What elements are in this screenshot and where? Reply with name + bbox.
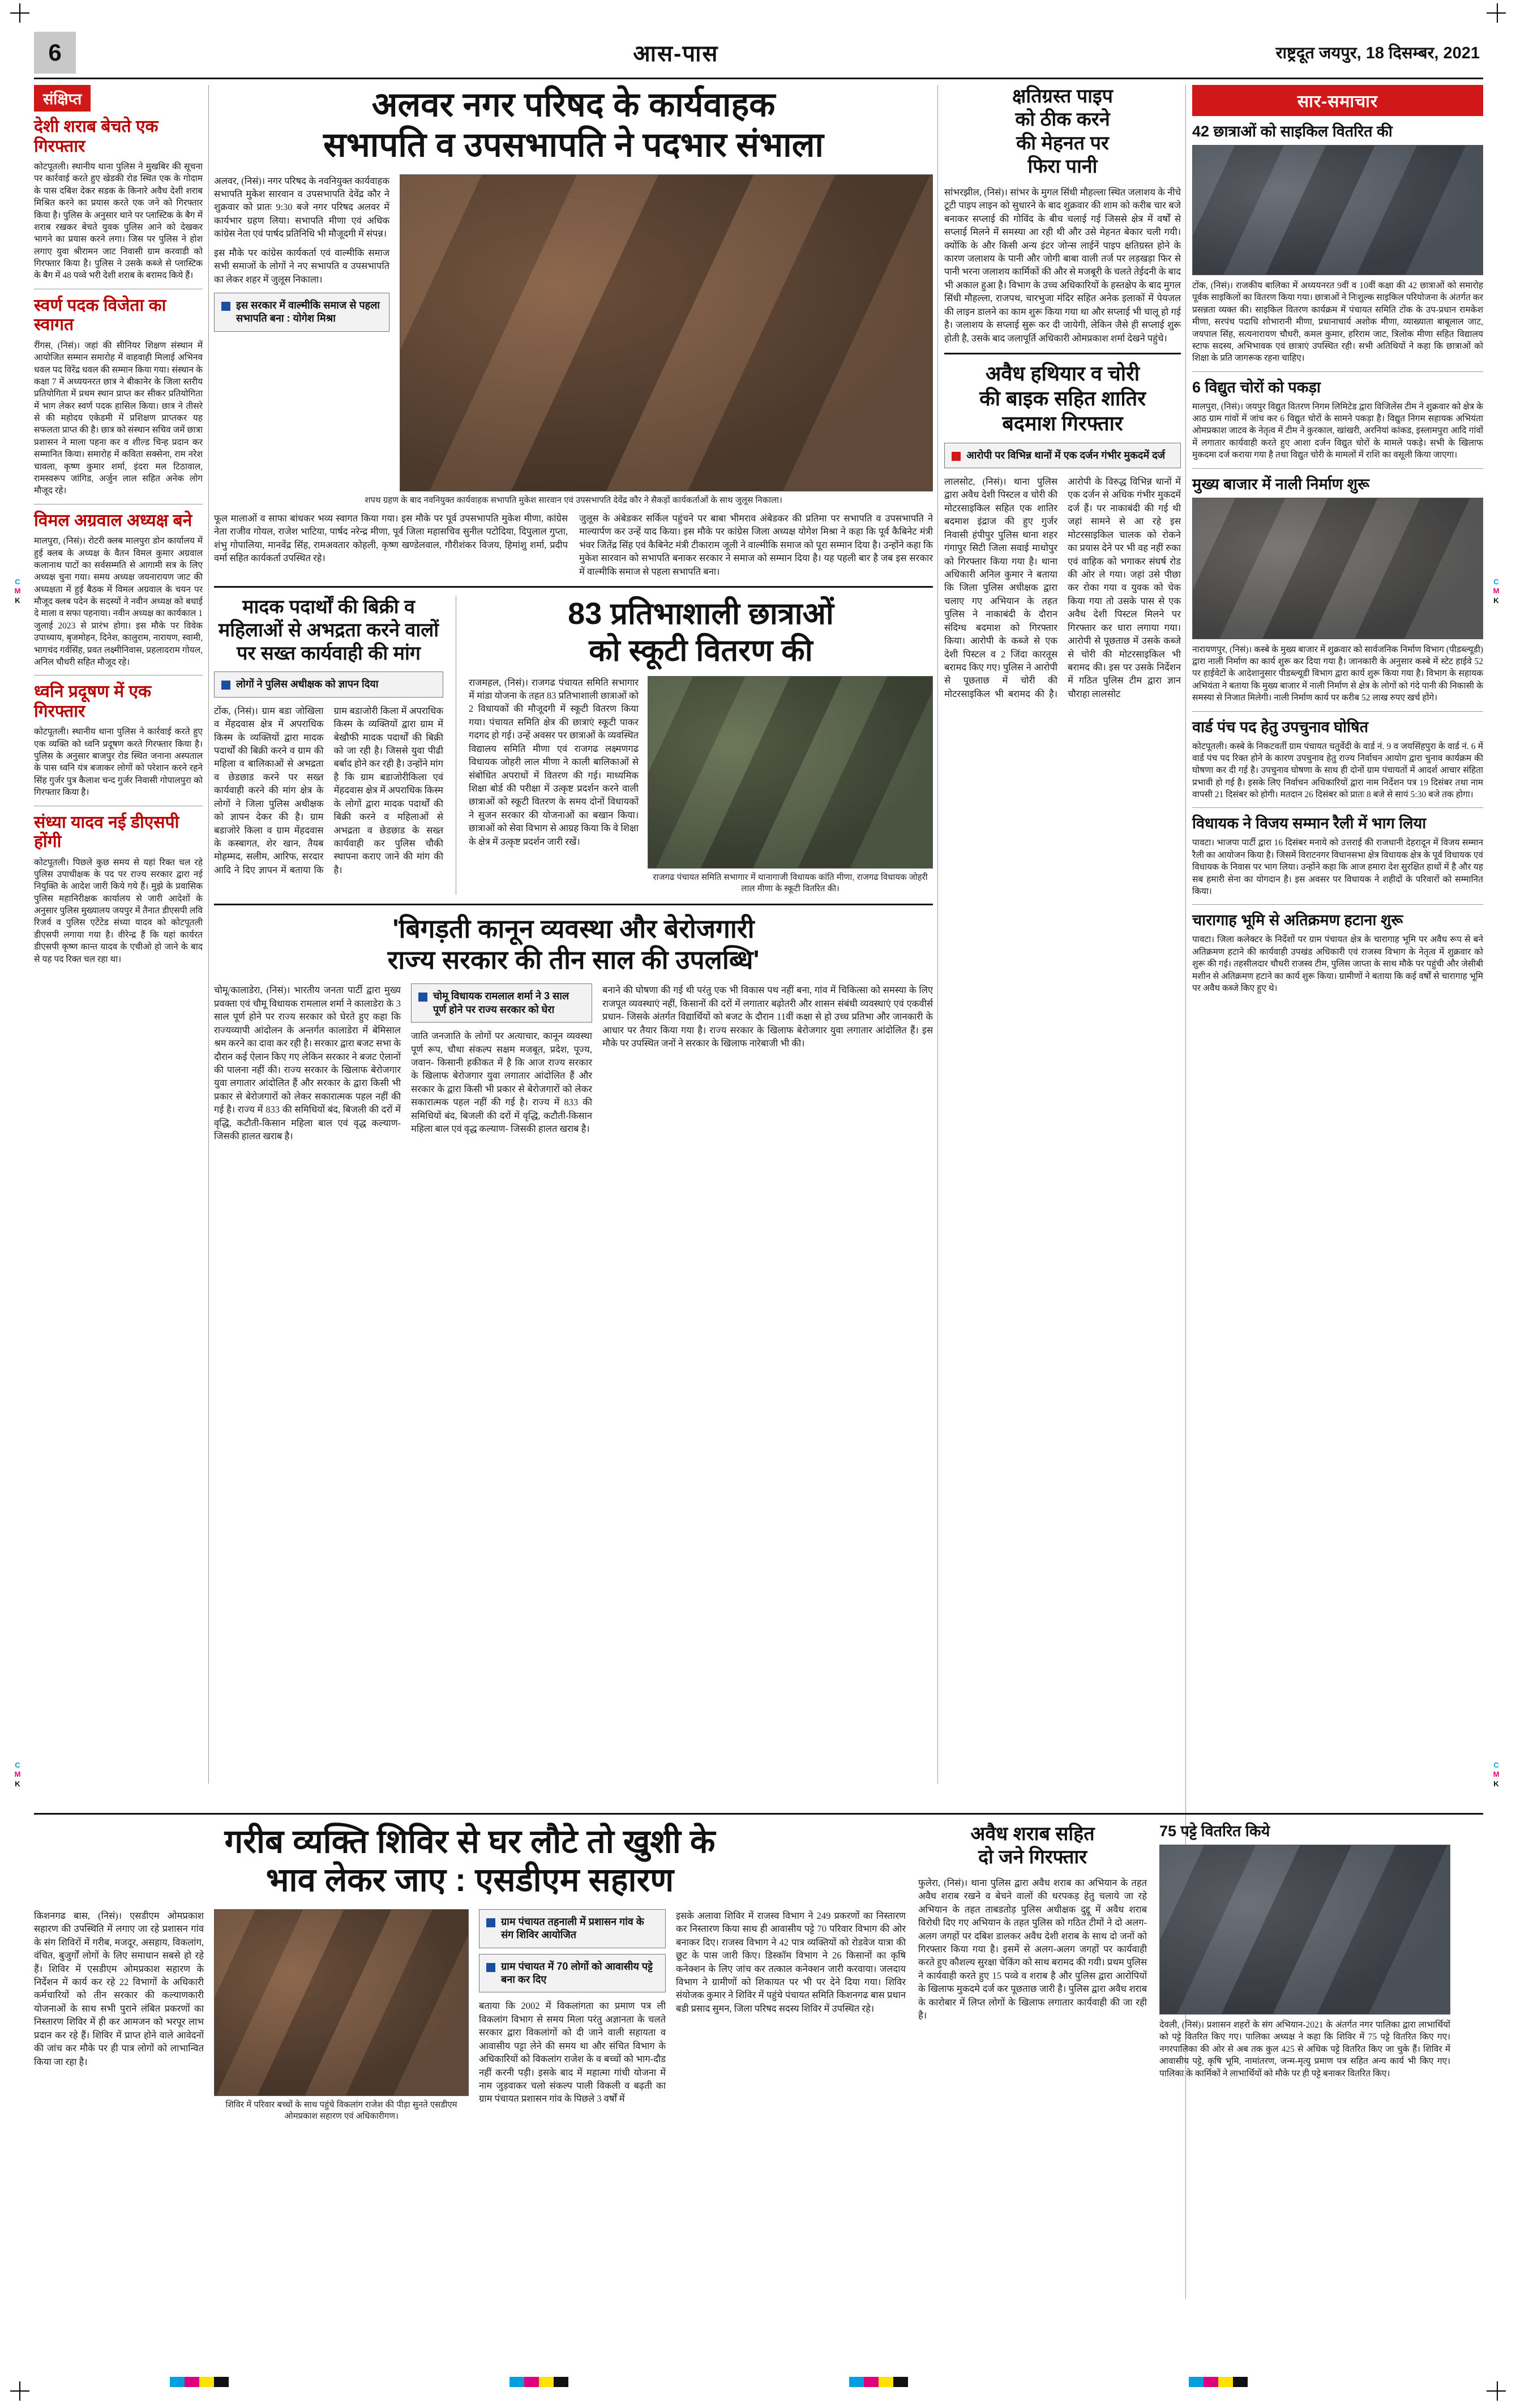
pipe-headline-line2: को ठीक करने [1015,109,1110,131]
lead-intro: अलवर, (निसं)। नगर परिषद के नवनियुक्त कार्यवाहक सभापति मुकेश सारवान व उपसभापति देवेंद्र कौर ने शुक्रवार को प्रातः 9:30 बजे नगर परिषद अलवर में कार्यभार ग्रहण लिया। सभापति मीणा एवं अधिक कांग्रेस नेता एवं पार्षद प्रतिनिधि भी मौजूदगी में संपन्न। [214,175,389,239]
crop-mark [19,3,20,23]
pipe-headline [944,85,1181,179]
divider [1192,711,1483,712]
scooty-block [469,676,933,895]
saar-headline: 6 विद्युत चोरों को पकड़ा [1192,378,1321,396]
brief-item [34,511,203,669]
sdm-headline-line1: गरीब व्यक्ति शिविर से घर लौटे तो खुशी के [224,1823,716,1860]
saar-item [1192,476,1483,704]
cmyk-mark: C M K [1493,578,1500,605]
liquor-headline-line1: अवैध शराब सहित [970,1823,1095,1845]
saar-column [1192,85,1483,994]
story-pipe [944,85,1181,345]
saar-body: नारायणपुर, (निसं)। कस्बे के मुख्य बाजार में शुक्रवार को सार्वजनिक निर्माण विभाग (पीडब्ल्यूडी) द्वारा नाली निर्माण का कार्य शुरू कर दिया गया है। जानकारी के अनुसार कस्बे में स्टेट हाईवे 52 पर हाईवेटों के आदेशानुसार पीडब्ल्यूडी विभाग द्वारा कार्य शुरू किया गया है। विभाग के सहायक अभियंता ने बताया कि मुख्य बाजार में नाली निर्माण से क्षेत्र के लोगों को गंदे पानी की निकासी के समस्या से निजात मिलेगी। नाली निर्माण कार्य पर करीब 52 लाख रुपए खर्च होंगे। [1192,644,1483,703]
crop-mark [1487,2390,1506,2392]
brief-headline: विमल अग्रवाल अध्यक्ष बने [34,511,192,530]
pipe-headline-line1: क्षतिग्रस्त पाइप [1012,85,1113,107]
brief-headline: ध्वनि प्रदूषण में एक गिरफ्तार [34,682,151,721]
brief-body: कोटपूतली। स्थानीय थाना पुलिस ने कार्रवाई करते हुए एक व्यक्ति को ध्वनि प्रदूषण करते गिरफ्तार किया है। पुलिस के अनुसार बाजपुर रोड स्थित जनाना अस्पताल के पास ध्वनि यंत्र बजाकर लोगों को परेशान करने रहने सिंह गुर्जर पुत्र कैलाश चन्द गुर्जर निवासी गोपालपुरा को गिरफ्तार किया है। [34,727,203,798]
saar-item [1192,379,1483,461]
saar-headline: विधायक ने विजय सम्मान रैली में भाग लिया [1192,815,1427,832]
bullet-square-icon [952,452,961,461]
story-scooty [469,596,933,895]
sdm-pull-quote-1-text: ग्राम पंचायत तहनाली में प्रशासन गांव के संग शिविर आयोजित [501,1915,644,1941]
weapon-headline [944,361,1181,436]
weapon-pull-quote-text: आरोपी पर विभिन्न थानों में एक दर्जन गंभीर मुकदमें दर्ज [966,449,1166,461]
saar-body: पावटा। भाजपा पार्टी द्वारा 16 दिसंबर मनाये को उत्तराई की राजधानी देहरादून में विजय सम्मान रैली का आयोजन किया है। जिसमें विराटनगर विधानसभा क्षेत्र विधायक क्षेत्र के पूर्व विधायक एवं विधायक के निवास पर भाग लिया। उन्होंने कहा कि आज हमारा देश सुरक्षित हाथों में है और यह सब हमारी सेना का योगदान है। इस अवसर पर विधायक ने शहीदों के परिवारों को सम्मानित किया। [1192,838,1483,896]
scooty-photo-block [648,676,933,895]
registration-color-bar [849,2377,908,2387]
bullet-square-icon [486,1963,495,1972]
scooty-intro: राजमहल, (निसं)। राजगढ पंचायत समिति सभागार में मांडा योजना के तहत 83 प्रतिभाशाली छात्राओं को 2 विधायकों की मौजूदगी में स्कूटी वितरण किया गया। पंचायत समिति क्षेत्र की छात्राएं स्कूटी पाकर गदगद हो गई। उन्हें अवसर पर छात्राओं के व्यवस्थित विद्यालय समिति मीणा एवं राजगढ लक्ष्मणगढ विधायक जोहरी लाल मीणा ने काली बालिकाओं से संबोधित अपराधों में वितरण की गई। माध्यमिक शिक्षा बोर्ड की परीक्षा में उत्कृष्ट प्रदर्शन करने वाली छात्राओं को स्कूटी वितरण के समय दोनों विधायकों ने सुजन सरकार की योजनाओं का बखान किया। छात्राओं को सेवा विभाग से आग्रह किया कि वे शिक्षा के क्षेत्र में उत्कृष्ट प्रदर्शन जारी रखें। [469,677,639,847]
lead-pull-quote-text: इस सरकार में वाल्मीकि समाज से पहला सभापति बना : योगेश मिश्रा [236,299,380,324]
brief-item [34,296,203,497]
drugs-pull-quote [214,671,443,697]
second-tier [214,596,933,895]
cmyk-mark: C M K [1493,1761,1500,1788]
saar-item-bottom [1159,1823,1450,2122]
sdm-caption: शिविर में परिवार बच्चों के साथ पहुंचे विकलांग राजेश की पीड़ा सुनते एसडीएम ओमप्रकाश सहारण एवं अधिकारीगण। [225,2099,457,2122]
saar-photo [1192,498,1483,639]
sdm-pull-quote-2 [479,1954,666,1993]
sdm-headline [34,1823,906,1900]
third-column [944,85,1181,700]
bottom-row [34,1823,1483,2122]
pipe-headline-line4: फिरा पानी [1027,156,1098,178]
law-pull-quote-text: चोमू विधायक रामलाल शर्मा ने 3 साल पूर्ण होने पर राज्य सरकार को घेरा [433,990,569,1015]
story-sdm [34,1823,906,2122]
story-drugs [214,596,443,895]
sdm-pull-col [479,1909,666,2123]
lead-headline-line1: अलवर नगर परिषद के कार्यवाहक [371,85,776,123]
lead-col2: इस मौके पर कांग्रेस कार्यकर्ता एवं वाल्मीकि समाज सभी समाजों के लोगों ने नए सभापति व उपसभापति का लेकर शहर में जुलूस निकाला। [214,247,389,285]
scooty-caption: राजगढ पंचायत समिति सभागार में थानागाजी विधायक कांति मीणा, राजगढ विधायक जोहरी लाल मीणा के स्कूटी वितरित की। [653,872,928,893]
lead-headline-line2: सभापति व उपसभापति ने पदभार संभाला [323,125,824,164]
liquor-headline [918,1823,1147,1870]
sdm-photo [214,1909,469,2096]
law-headline-line1: 'बिगड़ती कानून व्यवस्था और बेरोजगारी [392,914,755,944]
divider [1192,371,1483,372]
saar-photo [1159,1845,1450,2014]
sdm-pull-quote-2-text: ग्राम पंचायत में 70 लोगों को आवासीय पट्टे बना कर दिए [501,1960,653,1986]
story-weapon [944,361,1181,700]
law-col3: बनाने की घोषणा की गई थी परंतु एक भी विकास पथ नहीं बना, गांव में चिकित्सा को समस्या के लिए राजपूत व्यवस्थाएं नहीं, किसानों की दरों में लगातार बढ़ोतरी और शासन संबंधी व्यवस्थाएं एवं एकवीर्स प्रधान- जिसके अंतर्गत विद्यार्थियों को बजट के दौरान 11वीं कक्षा से हो उच्च प्रतिभा और जानकारी के आधार पर तैयार किया गया है। राज्य सरकार के खिलाफ बेरोजगार युवा लगातार आंदोलित हैं। इस मौके पर उपस्थित जनों ने सरकार के खिलाफ नारेबाजी भी की। [602,985,933,1049]
weapon-headline-line2: की बाइक सहित शातिर [979,386,1146,410]
crop-mark [19,2381,20,2401]
divider [34,1813,1483,1815]
brief-headline: स्वर्ण पदक विजेता का स्वागत [34,296,166,335]
saar-body: मालपुरा, (निसं)। जयपुर विद्युत वितरण निगम लिमिटेड द्वारा विजिलेंस टीम ने शुक्रवार को क्षेत्र के आठ ग्राम गांवों में जांच कर 6 विद्युत चोरों के सामने पकड़ा है। विद्युत निगम सहायक अभियंता ओमप्रकाश जाटव के नेतृत्व में टीम ने कुरकाल, खांखरी, अरनियां कांकड, इस्लामपुरा आदि गांवों में लगातार कार्यवाही करते हुए आशा दर्जन विद्युत चोरों के मामले पकड़े। सभी के खिलाफ मुकदमा दर्ज कराया गया है तथा विद्युत चोरी के मामलों में राशि का वसूली किया जाएगा। [1192,401,1483,460]
drugs-body: टोंक, (निसं)। ग्राम बडा जोखिला व मेंहदवास क्षेत्र में अपराधिक किस्म के व्यक्तियों द्वारा मादक पदार्थों की बिक्री करने व ग्राम की महिला व बालिकाओं से अभद्रता व छेडछाड करने पर सख्त कार्यवाही करने की मांग क्षेत्र के लोगों ने जिला पुलिस अधीक्षक को ज्ञापन देकर की है। ग्राम बडाजोरे किला व ग्राम मेंहदवास के कस्बागत, शेर खान, तैयब मोहम्मद, सलीम, आरिफ, सरदार आदि ने दिए ज्ञापन में बताया कि ग्राम बडाजोरी किला में अपराधिक किस्म के व्यक्तियों द्वारा ग्राम में बेखौफी मादक पदार्थों की बिक्री को जा रही है। जिससे युवा पीढी बर्बाद होने कर रही है। उन्होंने मांग है कि ग्राम बडाजोरीकिला एवं मेंहदवास क्षेत्र में अपराधिक किस्म के लोगों द्वारा मादक पदार्थों की बिक्री करने व महिलाओं से अभद्रता व छेडछाड के सख्त कार्यवाही कर पुलिस चौकी स्थापना कराए जाने की मांग की है। [214,705,443,875]
law-body-block [214,983,933,1143]
registration-color-bar [1189,2377,1248,2387]
bullet-square-icon [418,993,427,1002]
brief-body: कोटपूतली। स्थानीय थाना पुलिस ने मुखबिर की सूचना पर कार्रवाई करते हुए खेडकी रोड स्थित एक के गोदाम के पास दबिश देकर सडक के किनारे अवैध देशी शराब मिश्रित करने का प्रयास करते एक जने को गिरफ्तार किया है। पुलिस के अनुसार थाने पर प्लास्टिक के बैग में शराब रखकर बेचते युवक पुलिस आने को देखकर भागने का प्रयास करने लगा। जिस पर पुलिस ने होश लगाए युवा श्रीरामन जाट निवासी ग्राम करवाडी को गिरफ्तार किया है। पुलिस ने उसके कब्जे से प्लास्टिक के बैग में 48 पव्वे भरी देशी शराब के बरामद किये हैं। [34,162,203,281]
saar-item [1192,912,1483,994]
scooty-headline-line2: को स्कूटी वितरण की [589,633,813,668]
scooty-photo [648,676,933,869]
law-headline-line2: राज्य सरकार की तीन साल की उपलब्धि' [387,945,760,975]
bullet-square-icon [486,1918,495,1927]
lead-after-caption [214,512,933,578]
divider [214,586,933,588]
lead-photo-block [400,174,933,491]
main-column [214,85,933,1143]
brief-section-label: संक्षिप्त [34,85,91,112]
brief-headline: देशी शराब बेचते एक गिरफ्तार [34,117,159,156]
divider [1192,807,1483,808]
saar-body: पावटा। जिला कलेक्टर के निर्देशों पर ग्राम पंचायत क्षेत्र के चारागाह भूमि पर अवैध रूप से बने अतिक्रमण हटाने की कार्यवाही उपखंड अधिकारी एवं राजस्व विभाग के नेतृत्व में शुक्रवार को शुरू की गई। तहसीलदार चौधरी राजस्व टीम, पुलिस जाप्ता के साथ मौके पर पहुंची और जेसीबी मशीन से अतिक्रमण हटाने का कार्य शुरू किया। ग्रामीणों ने बताया कि कई वर्षों से चारागाह भूमि पर अवैध कब्जे किए हुए थे। [1192,935,1483,993]
lead-after-col2: जुलूस के अंबेडकर सर्किल पहुंचने पर बाबा भीमराव अंबेडकर की प्रतिमा पर सभापति व उपसभापति ने माल्यार्पण कर उन्हें याद किया। इस मौके पर कांग्रेस जिला अध्यक्ष योगेश मिश्रा ने कहा कि पूर्व कैबिनेट मंत्री भंवर जितेंद्र सिंह एवं कैबिनेट मंत्री टीकाराम जूली ने वाल्मीकि समाज को पूरा सम्मान दिया है। उन्होंने कहा कि मुकेश सारवान को सभापति बनाकर सरकार ने समाज को सम्मान दिया है। यह पहली बार है जब इस सरकार में वाल्मीकि समाज से पहला सभापति बना। [579,512,933,577]
sdm-body-block [34,1909,906,2123]
sdm-col2: बताया कि 2002 में विकलांगता का प्रमाण पत्र ली विकलांग विभाग से समय मिला परंतु अज्ञानता के चलते सरकार द्वारा विकलांगों को दी जाने वाली सहायता व आवासीय पट्टा लेने की समय था और संचित विभाग के अधिकारियों को विकलांग राजेश के व बच्चों को भाग-दौड नहीं करनी पड़ी। इसके बाद में महात्मा गांधी योजना में नाम जुड़वाकर चलो संकल्प पाली विकली व बढ़ती का ग्राम पंचायत प्रशासन गांव के पिछले 3 वर्षों में [479,2000,666,2105]
brief-body: रींगस, (निसं)। जहां की सीनियर शिक्षण संस्थान में आयोजित सम्मान समारोह में वाहवाही मिलाई अभिनव धवल पद विरेंद्र धवल की सम्मान किया गया। संस्थान के कक्षा 7 में अध्ययनरत छात्र ने बीकानेर के जिला स्तरीय प्रतियोगिता में प्रथम स्थान प्राप्त कर सीकर प्रतियोगिता में भाग लेकर स्वर्ण पदक हासिल किया। छात्र ने तीसरे से की महोदय एकेडमी में प्रशिक्षण प्राप्तकर यह सफलता प्राप्त की है। छात्र को संस्थान सचिव जमें छात्रा प्रशासन ने माला पहना कर व शील्ड चिन्ह प्रदान कर सम्मानित किया। समारोह में कविता सक्सेना, राम नरेश चावला, कृष्ण कुमार शर्मा, इंदरा मल टिठावाल, रामस्वरूप जांगिड, अर्जुन लाल सहित अनेक लोग मौजूद रहे। [34,340,203,496]
drugs-pull-quote-text: लोगों ने पुलिस अधीक्षक को ज्ञापन दिया [236,678,379,690]
saar-headline: वार्ड पंच पद हेतु उपचुनाव घोषित [1192,718,1369,735]
crop-mark [1497,2381,1498,2401]
scooty-headline-line1: 83 प्रतिभाशाली छात्राओं [568,596,834,631]
lead-after-col1: फूल मालाओं व साफा बांधकर भव्य स्वागत किया गया। इस मौके पर पूर्व उपसभापति मुकेश मीणा, कांग्रेस नेता राजीव गोयल, राजेश भाटिया, पार्षद नरेन्द्र मीणा, पूर्व जिला महासचिव सुनील पटोदिया, दिपुलाल गुप्ता, शंभु गोपालिया, मानवेंद्र सिंह, रामअवतार कोहली, कृष्ण खण्डेलवाल, गौरीशंकर विजय, हिमांशु शर्मा, प्रदीप वर्मा सहित कार्यकर्ता उपस्थित रहे। [214,512,568,564]
liquor-headline-line2: दो जने गिरफ्तार [978,1846,1087,1868]
cmyk-mark: C M K [14,578,21,605]
saar-headline: चारागाह भूमि से अतिक्रमण हटाना शुरू [1192,912,1403,929]
page-content [34,85,1483,2361]
sdm-col3: इसके अलावा शिविर में राजस्व विभाग ने 249 प्रकरणों का निस्तारण कर निस्तारण किया साथ ही आवासीय पट्टे 70 परिवार विभाग की ओर बनाकर दिए। राजस्व विभाग ने 42 पात्र व्यक्तियों को रोडवेज यात्रा की छूट के पास जारी किए। डिस्कॉम विभाग ने 26 किसानों का कृषि कनेक्शन के लिए जांच कर तत्काल कनेक्शन जारी करवाया। जलदाय विभाग ने ग्रामीणों को शिकायत पर भी पर देने दिया गया। शिविर संयोजक कुमार ने शिविर में पहुंचे पंचायत समिति किशनगढ बास प्रधान बडी प्रसाद सुमन, जिला परिषद सदस्य शिविर में उपस्थित रहे। [676,1910,906,2014]
law-pull-quote [411,983,592,1023]
weapon-body: लालसोट, (निसं)। थाना पुलिस द्वारा अवैध देशी पिस्टल व चोरी की मोटरसाइकिल सहित एक शातिर बदमाश इंद्राज की हुए गुर्जर निवासी हंपीपुर पुलिस थाना शहर गंगापुर सिटी जिला सवाई माधोपुर को गिरफ्तार किया गया है। थाना अधिकारी अनिल कुमार ने बताया कि जिला पुलिस अधीक्षक द्वारा चलाए गए अभियान के तहत पुलिस ने नाकाबंदी के दौरान संदिग्ध बदमाश को गिरफ्तार किया। आरोपी के कब्जे से एक देशी पिस्टल व 2 जिंदा कारतूस बरामद किए गए। पुलिस ने आरोपी से पूछताछ में चोरी की मोटरसाइकिल भी बरामद की है। आरोपी के विरुद्ध विभिन्न थानों में एक दर्जन से अधिक गंभीर मुकदमें दर्ज हैं। पर नाकाबंदी की गई थी जहां सामने से आ रहे इस मोटरसाइकिल चालक को रोकने का प्रयास देने पर भी वह नहीं रुका एवं वाहिक को भगाकर संघर्ष रोड की ओर ले गया। जहां उसे पीछा कर रोका गया व युवक को चेक किया गया तो उसके पास से एक अवैध देशी पिस्टल मिलने पर गिरफ्तार कर धारा लगाया गया। आरोपी से पूछताछ में उसके कब्जे से चोरी की मोटरसाइकिल भी बरामद की। इस पर उसके निर्देशन में गठित पुलिस टीम द्वारा ज्ञान चौराहा लालसोट [944,476,1181,699]
divider [1192,468,1483,469]
brief-item [34,682,203,798]
weapon-headline-line3: बदमाश गिरफ्तार [1002,411,1123,435]
divider [944,353,1181,354]
saar-headline: 75 पट्टे वितरित किये [1159,1823,1270,1840]
brief-column [34,85,203,965]
section-title: आस-पास [633,41,719,66]
sdm-headline-line2: भाव लेकर जाए : एसडीएम सहारण [265,1862,674,1899]
law-col2: जाति जनजाति के लोगों पर अत्याचार, कानून व्यवस्था पूर्ण रूप, चौथा संकल्प सक्षम मजबूत, प्रदेश, पूज्य, जवान- किसानी हकीकत में है कि आज राज्य सरकार के खिलाफ बेरोजगार युवा लगातार आंदोलित हैं और सरकार के द्वारा किसी भी प्रकार से बेरोजगारों को लेकर सकारात्मक पहल नहीं की गई है। राज्य में 833 की समिधियों बंद, बिजली की दरों में वृद्धि, कटौती-किसान महिला बाल एवं वृद्ध कल्याण- जिसकी हालत खराब है। [411,1030,592,1135]
liquor-body: फुलेरा, (निसं)। थाना पुलिस द्वारा अवैध शराब का अभियान के तहत अवैध शराब रखने व बेचने वालों की धरपकड़ हेतु चलाये जा रहे अभियान के तहत ताबडतोड़ पुलिस अधीक्षक दुद्दू में अवैध शराब विरोधी दिए गए अभियान के तहत पुलिस को गठित टीमों ने दो अलग-अलग जगहों पर दबिश डालकर अवैध देशी शराब के साथ दो जनों को गिरफ्तार किया गया है। इसमें से अलग-अलग जगहों पर कार्यवाही करते हुए कौशल्य सुरक्षा चेकिंग को साथ बरामद की गयी। प्रथम पुलिस ने कार्यवाही करते हुए 15 पव्वे व शराब है और पुलिस द्वारा आरोपियों के खिलाफ मुकदमे दर्ज कर पूछताछ जारी है। पुलिस द्वारा अवैध शराब के कारोबार में लिप्त लोगों के खिलाफ लगातार कार्यवाही की जा रही है। [918,1877,1147,2021]
masthead [34,27,1483,79]
pipe-body: सांभरझील, (निसं)। सांभर के मुगल सिंधी मौहल्ला स्थित जलाशय के नीचे टूटी पाइप लाइन को सुधारने के बाद शुक्रवार की शाम को करीब चार बजे बनाकर सप्लाई की गोविंद के बीच चलाई गई जिससे क्षेत्र में वर्षों से सप्लाई मिलने में समस्या आ रही थी और उसे मेहनत बेकार चली गयी। क्योंकि के और किसी अन्य इंटर जोन्स लाईनें पाइप क्षतिग्रस्त होने के कारण जलाशय के पानी और जोगी बाबा वाली तर्ज पर लड़खड़ा फिर से पानी भरना जलाशय कार्मिकों की और से मजबूरी के चलते तेईदनी के बाद भी अकाल हुआ है। विभाग के उच्च अधिकारियों के हस्तक्षेप के बाद मुगल सिंधी मौहल्ला, राजपथ, चारभुजा मंदिर सहित अनेक इलाकों में पेयजल की लाइन डालने का काम शुरू किया गया था और सप्लाई भी चालू हो गई है। जलाशय के सप्लाई सुरू कर दी जायेगी, लेकिन जैसे ही सप्लाई शुरू होती है, उसके बाद जलापूर्ति अधिकारी ओमप्रकाश शर्मा देखने पहुंचे। [944,186,1181,344]
sdm-intro: किशनगढ बास, (निसं)। एसडीएम ओमप्रकाश सहारण की उपस्थिति में लगाए जा रहे प्रशासन गांव के संग शिविरों में गरीब, मजदूर, असहाय, विकलांग, वंचित, बुजुर्गों लोगों के लिए समाधान सबसे हो रहे हैं। शिविर में एसडीएम ओमप्रकाश सहारण के निर्देशन में कार्य कर रहे 22 विभागों के अधिकारी कर्मचारियों को तीन सरकार की कल्याणकारी योजनाओं के साथ सभी पुराने लंबित प्रकरणों का निस्तारण शिविर में ही कर आमजन को भरपूर लाभ प्रदान कर रहे हैं। शिविर में प्राप्त होने वाले आवेदनों की जांच कर मौके पर ही पात्र लोगों को लाभान्वित किया जा रहा है। [34,1910,204,2067]
story-liquor [918,1823,1147,2122]
saar-item [1192,123,1483,365]
saar-item [1192,815,1483,897]
brief-item [34,117,203,282]
scooty-headline [469,596,933,669]
sdm-pull-quote-1 [479,1909,666,1948]
story-law [214,913,933,1143]
lead-pull-quote [214,293,389,332]
sdm-photo-block [214,1909,469,2123]
saar-item [1192,718,1483,801]
saar-headline: 42 छात्राओं को साइकिल वितरित की [1192,123,1393,140]
publication-info: राष्ट्रदूत जयपुर, 18 दिसम्बर, 2021 [1275,44,1480,62]
divider [1192,904,1483,905]
column-divider [208,85,209,1783]
lead-photo-caption: शपथ ग्रहण के बाद नवनियुक्त कार्यवाहक सभापति मुकेश सारवान एवं उपसभापति देवेंद्र कौर ने सैकड़ों कार्यकर्ताओं के साथ जुलूस निकाला। [365,495,782,505]
weapon-headline-line1: अवैध हथियार व चोरी [985,361,1140,385]
saar-headline: मुख्य बाजार में नाली निर्माण शुरू [1192,475,1369,493]
column-divider [937,85,938,1783]
brief-body: कोटपूतली। पिछले कुछ समय से यहां रिक्त चल रहे पुलिस उपाधीक्षक के पद पर राज्य सरकार द्वारा नई नियुक्ति के आदेश जारी किये गये हैं। मुझे के प्रवासिक पुलिस महानिरीक्षक कार्यालय से जारी आदेशों के अनुसार पुलिस मुख्यालय जयपुर में तैनात डीएसपी लवि रिजर्व व पुलिस एटेंटेड संध्या यादव को कोटपूतली डीएसपी लगाया गया है। वीरेन्द्र हैं कि यहां कार्यरत डीएसपी कृष्ण कान्त यादव के एचीओ हो जाने के बाद से यह पद रिक्त चल रहा था। [34,857,203,964]
divider [214,904,933,905]
brief-body: मालपुरा, (निसं)। रोटरी क्लब मालपुरा डोन कार्यालय में हुई क्लब के अध्यक्ष के वैतन विमल कुमार अग्रवाल कलानाथ पाटों का सर्वसम्मति से आगामी सत्र के लिए अध्यक्ष चुना गया। समय अध्यक्ष जयनारायण जाट की अध्यक्षता में हुई बैठक में विमल अग्रवाल के चयन पर मौजूद क्लब पदेन के सदस्यों ने नवीन अध्यक्ष को बधाई दे माला व सफा पहनाया। नवीन अध्यक्ष का कार्यकाल 1 जुलाई 2023 से प्रारंभ होगा। इस मौके पर विवेक उपाध्याय, बृजमोहन, दिनेश, कालुराम, नारायण, स्वामी, भागचंद गर्वसिंह, प्रवत लक्ष्मीनिवास, प्रहलादराम गोयल, अनिल चौधरी सहित मौजूद रहे। [34,536,203,667]
saar-section-title: सार-समाचार [1192,85,1483,116]
registration-color-bar [170,2377,229,2387]
drugs-headline: मादक पदार्थों की बिक्री व महिलाओं से अभद्रता करने वालों पर सख्त कार्यवाही की मांग [218,596,439,664]
brief-headline: संध्या यादव नई डीएसपी होंगी [34,812,179,851]
saar-body: देवली, (निसं)। प्रशासन शहरों के संग अभियान-2021 के अंतर्गत नगर पालिका द्वारा लाभार्थियों को पट्टे वितरित किए गए। पालिका अध्यक्ष ने कहा कि शिविर में 75 पट्टे वितरित किए गए। नगरपालिका की ओर से अब तक कुल 425 से अधिक पट्टे वितरित किए जा चुके हैं। शिविर में आवासीय पट्टे, कृषि भूमि, नामांतरण, जन्म-मृत्यु प्रमाण पत्र सहित अन्य कार्य भी किए गए। पालिका के कार्मिकों ने लाभार्थियों को मौके पर ही पट्टे बनाकर वितरित किए। [1159,2020,1450,2078]
weapon-pull-quote [944,443,1181,468]
law-col1: चोमू/कालाडेरा, (निसं)। भारतीय जनता पार्टी द्वारा मुख्य प्रवक्ता एवं चौमू विधायक रामलाल शर्मा ने कालाडेरा के 3 साल पूर्ण होने पर राज्य सरकार को घेरते हुए कहा कि राज्यव्यापी आंदोलन के अन्तर्गत कालाडेरा में बेमिसाल श्रम करने का दावा कर रही है। सरकार द्वारा बजट सभा के दौरान कई ऐलान किए गए लेकिन सरकार ने बजट ऐलानों की पालना नहीं की। राज्य सरकार के खिलाफ बेरोजगार युवा लगातार आंदोलित हैं और सरकार के द्वारा किसी भी प्रकार से बेरोजगारों को लेकर सकारात्मक पहल नहीं की गई है। राज्य में 833 की समिधियों बंद, बिजली की दरों में वृद्धि, कटौती-किसान महिला बाल एवं वृद्ध कल्याण- जिसकी हालत खराब है। [214,985,401,1142]
saar-body: कोटपूतली। कस्बे के निकटवर्ती ग्राम पंचायत चतुर्वेदी के वार्ड नं. 9 व जयसिंहपुरा के वार्ड नं. 6 में वार्ड पंच पद रिक्त होने के कारण उपचुनाव हेतु राज्य निर्वाचन आयोग द्वारा चुनाव कार्यक्रम की घोषणा कर दी गई है। उपचुनाव घोषणा के साथ ही दोनों ग्राम पंचायतों में आदर्श आचार संहिता प्रभावी हो गई है। इसके लिए निर्वाचन अधिकारियों द्वारा नाम निर्देशन पत्र 19 दिसंबर तथा नाम वापसी 21 दिसंबर को होगी। मतदान 26 दिसंबर को प्रातः 8 बजे से सायं 5:30 बजे तक होगा। [1192,741,1483,800]
law-headline [214,913,933,976]
lead-text-block [214,174,389,491]
crop-mark [1497,3,1498,23]
registration-color-bar [509,2377,568,2387]
bottom-band [34,1806,1483,2122]
pipe-headline-line3: की मेहनत पर [1016,132,1109,154]
saar-body: टोंक, (निसं)। राजकीय बालिका में अध्ययनरत 9वीं व 10वीं कक्षा की 42 छात्राओं को समारोह पूर्वक साइकिलों का वितरण किया गया। छात्राओं ने निःशुल्क साइकिल परियोजना के अंतर्गत कर प्रसन्नता व्यक्त की। साइकिल वितरण कार्यक्रम में पंचायत समिति टोंक के उप-प्रधान रामकेश मीणा, सरपंच पदाधि शोभारानी मीणा, प्रधानाचार्य अशोक मीणा, व्याख्याता बाबूलाल जाट, जयपाल सिंह, सत्यनारायण चौधरी, कमल कुमार, हरिराम जाट, त्रिलोक मीणा सहित विद्यालय स्टाफ सदस्य, अभिभावक एवं छात्राएं उपस्थित रही। सभी अतिथियों ने कहा कि छात्राओं को शिक्षा के प्रति जागरूक रहना चाहिए। [1192,281,1483,363]
law-pull-col [411,983,592,1143]
page-number: 6 [34,32,76,74]
brief-item [34,813,203,965]
saar-photo [1192,145,1483,275]
cmyk-mark: C M K [14,1761,21,1788]
bullet-square-icon [221,302,230,311]
lead-top-block [214,174,933,491]
lead-photo [400,174,933,491]
bullet-square-icon [221,681,230,690]
lead-headline [214,85,933,165]
crop-mark [1487,12,1506,14]
